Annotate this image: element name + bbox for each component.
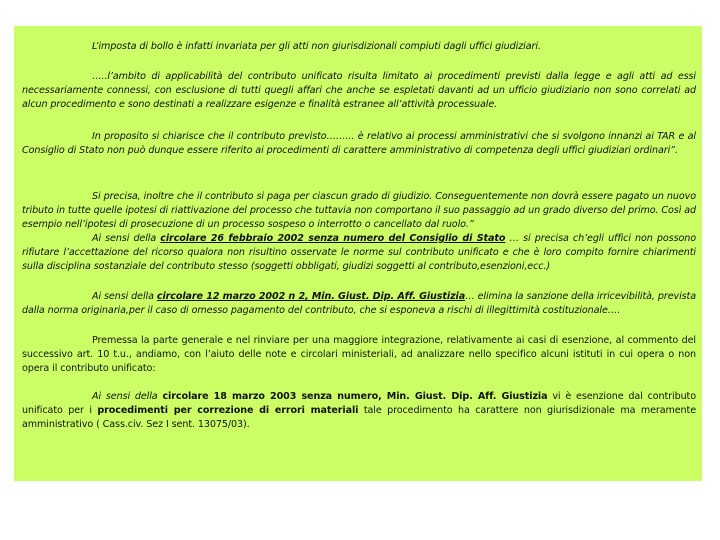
- procedimenti-correzione-errori: procedimenti per correzione di errori materiali: [97, 405, 359, 416]
- paragraph-circolare-12-marzo: [22, 290, 696, 318]
- paragraph-precisa-text: Si precisa, inoltre che il contributo si paga per ciascun grado di giudizio. Conseguentemente non dovrà essere pagato un nuovo tributo in tutte quelle ipotesi di riattivazione del processo che tuttavia non comportano il suo passaggio ad un grado diverso del primo. Così ad esempio nell’ipotesi di prosecuzione di un processo sospeso o interrotto o cancellato dal ruolo.”: [22, 191, 696, 230]
- paragraph-circolare-18-marzo-body: vi è esenzione dal contributo unificato per i: [22, 391, 696, 416]
- paragraph-circolare-2002-cds: [22, 232, 696, 274]
- paragraph-ambito-text: …..l’ambito di applicabilità del contributo unificato risulta limitato ai procedimenti previsti dalla legge e agli atti ad essi necessariamente connessi, con esclusione di tutti quegli affari che anche se espletati davanti ad un ufficio giudiziario non sono correlati ad alcun procedimento e sono destinati a realizzare esigenze e finalità estranee all’attività processuale.: [22, 71, 696, 110]
- paragraph-circolare-18-marzo: [22, 390, 696, 432]
- paragraph-circolare-18-marzo-tail: tale procedimento ha carattere non giurisdizionale ma meramente amministrativo ( Cass.civ. Sez I sent. 13075/03).: [22, 405, 696, 430]
- paragraph-bollo-text: L’imposta di bollo è infatti invariata per gli atti non giurisdizionali compiuti dagli uffici giudiziari.: [92, 41, 541, 52]
- paragraph-circolare-2002-cds-body: … si precisa ch’egli uffici non possono rifiutare l’accettazione del ricorso qualora non risultino osservate le norme sul contributo unificato e che è loro compito fornire chiarimenti sulla disciplina sostanziale del contributo stesso (soggetti obbligati, giudizi soggetti al contributo,esenzioni,ecc.): [22, 233, 696, 272]
- circolare-26-febbraio-2002-reference: circolare 26 febbraio 2002 senza numero del Consiglio di Stato: [160, 233, 506, 244]
- slide-panel: [14, 26, 702, 481]
- paragraph-circolare-12-marzo-intro: Ai sensi della: [92, 291, 157, 302]
- circolare-18-marzo-2003-reference: circolare 18 marzo 2003 senza numero, Min. Giust. Dip. Aff. Giustizia: [162, 391, 548, 402]
- paragraph-circolare-18-marzo-intro: Ai sensi della: [92, 391, 163, 402]
- paragraph-ambito: [22, 70, 696, 112]
- paragraph-premessa: [22, 334, 696, 376]
- circolare-12-marzo-2002-reference: circolare 12 marzo 2002 n 2, Min. Giust. Dip. Aff. Giustizia: [156, 291, 466, 302]
- paragraph-circolare-12-marzo-body: … elimina la sanzione della irricevibilità, prevista dalla norma originaria,per il caso di omesso pagamento del contributo, che si esponeva a rischi di illegittimità costituzionale….: [22, 291, 696, 316]
- paragraph-premessa-text: Premessa la parte generale e nel rinviare per una maggiore integrazione, relativamente ai casi di esenzione, al commento del successivo art. 10 t.u., andiamo, con l’aiuto delle note e circolari ministeriali, ad analizzare nello specifico alcuni istituti in cui opera o non opera il contributo unificato:: [22, 335, 696, 374]
- paragraph-proposito-text: In proposito si chiarisce che il contributo previsto……... è relativo ai processi amministrativi che si svolgono innanzi ai TAR e al Consiglio di Stato non può dunque essere riferito ai procedimenti di carattere amministrativo di competenza degli uffici giudiziari ordinari”.: [22, 131, 696, 156]
- paragraph-bollo: [22, 40, 696, 54]
- paragraph-precisa: [22, 190, 696, 232]
- paragraph-circolare-2002-cds-intro: Ai sensi della: [92, 233, 161, 244]
- paragraph-proposito: [22, 130, 696, 158]
